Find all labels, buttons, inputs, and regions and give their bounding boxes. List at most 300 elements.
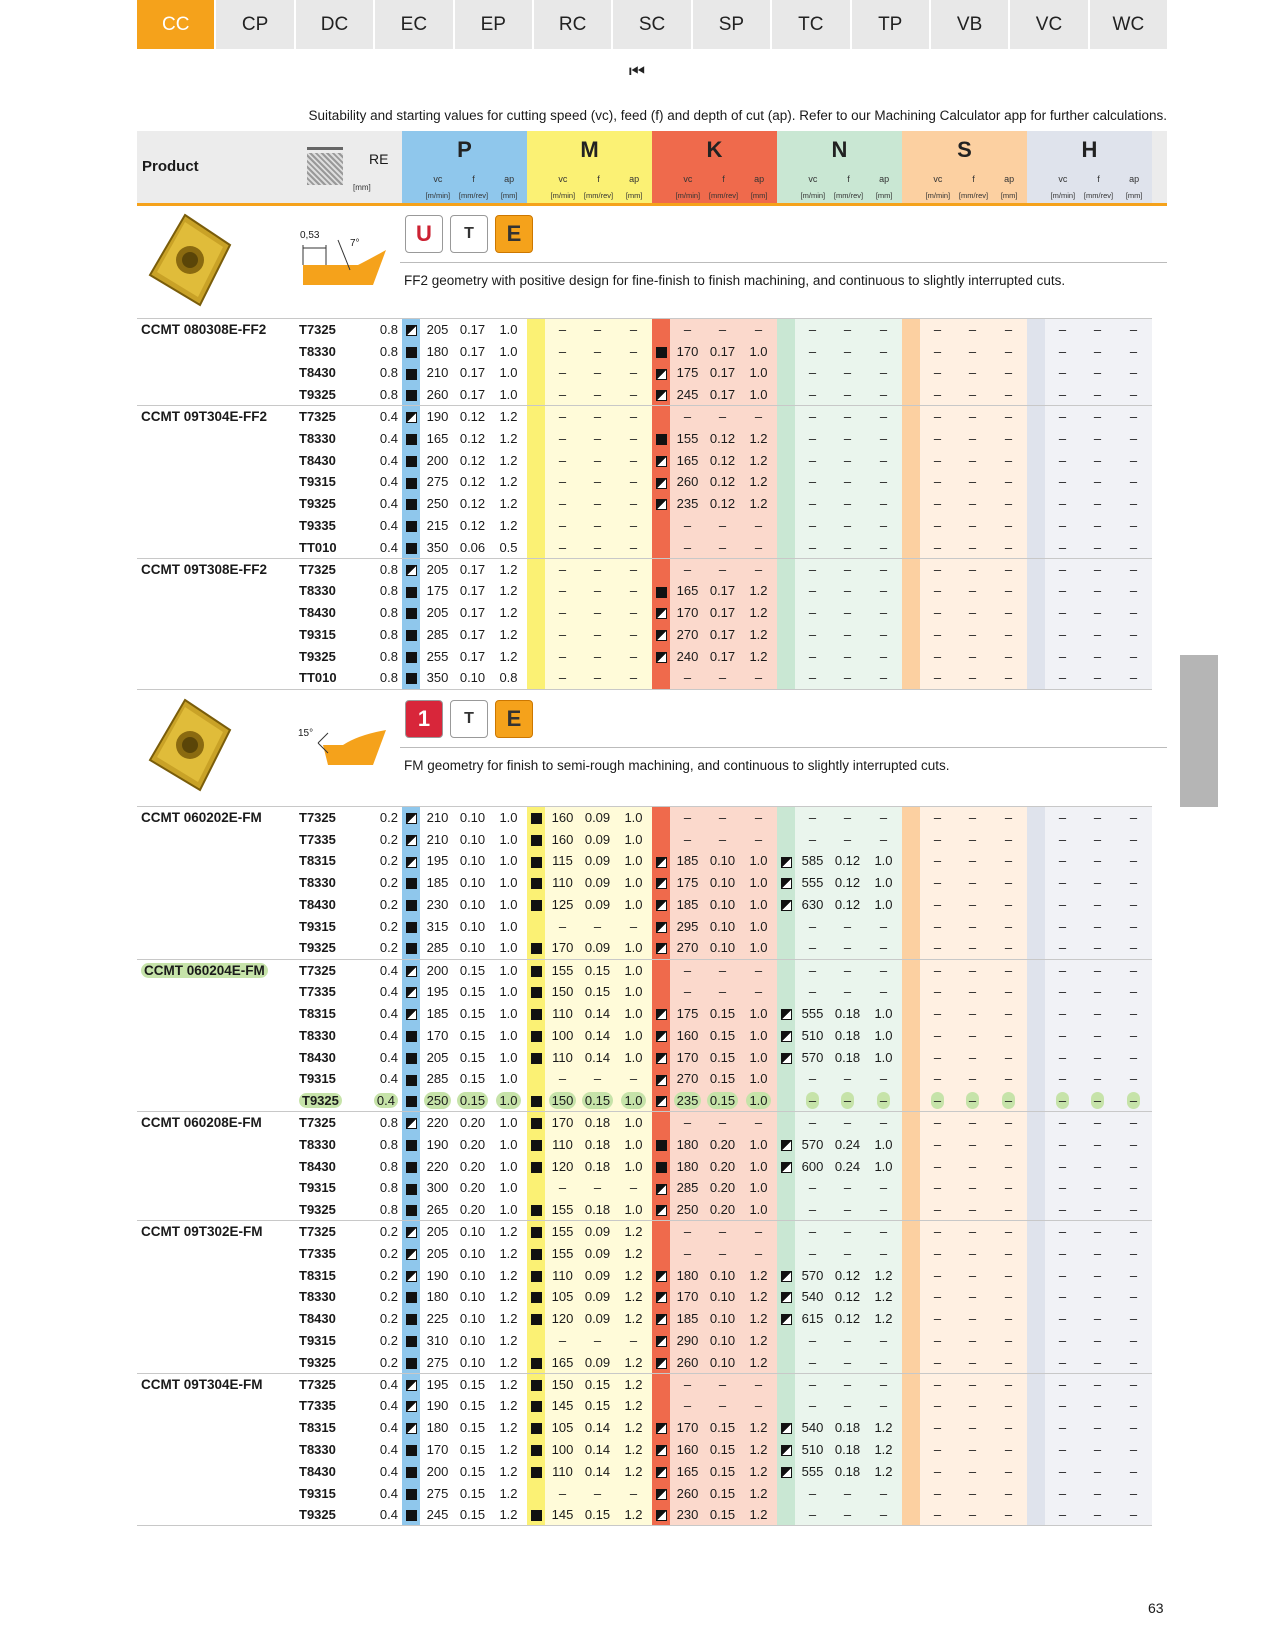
ap-value <box>490 894 527 916</box>
grade[interactable]: T7325 <box>297 807 362 829</box>
vc-value <box>545 807 580 829</box>
value-text: – <box>1093 474 1102 490</box>
grade[interactable]: T8330 <box>299 1027 336 1043</box>
vc-value <box>545 1460 580 1482</box>
re-value <box>362 807 402 829</box>
value-text: – <box>754 1376 763 1392</box>
f-value <box>705 602 740 624</box>
product-cell <box>137 1330 297 1352</box>
ap-value <box>865 406 902 428</box>
suitability-cell <box>1027 319 1045 341</box>
grade[interactable]: T7325 <box>297 959 362 981</box>
vc-value <box>920 1351 955 1373</box>
value-text: 0.15 <box>709 1507 736 1523</box>
grade[interactable]: T8330 <box>299 1289 336 1305</box>
ap-value <box>990 850 1027 872</box>
value-text: – <box>1093 1376 1102 1392</box>
value-text: – <box>558 1333 567 1349</box>
value-text: – <box>843 1507 852 1523</box>
ap-value <box>490 872 527 894</box>
tab-ec[interactable]: EC <box>375 0 452 49</box>
suitability-icon <box>656 1205 667 1216</box>
suitability-cell <box>777 645 795 667</box>
f-value <box>580 850 615 872</box>
value-text: – <box>718 831 727 847</box>
value-text: – <box>1093 984 1102 1000</box>
grade[interactable]: T8315 <box>299 1420 336 1436</box>
value-text: 585 <box>801 853 824 869</box>
value-text: 275 <box>426 1485 449 1501</box>
grade[interactable]: T9315 <box>299 627 336 643</box>
value-text: 1.2 <box>499 627 518 643</box>
ap-value <box>490 850 527 872</box>
f-value <box>705 850 740 872</box>
first-page-icon[interactable]: ⏮ <box>628 60 646 81</box>
product-cell <box>137 894 297 916</box>
ap-value <box>615 515 652 537</box>
tab-dc[interactable]: DC <box>296 0 373 49</box>
product-code[interactable]: CCMT 080308E-FF2 <box>141 322 267 338</box>
value-text: – <box>1129 1071 1138 1087</box>
f-value <box>1080 1417 1115 1439</box>
ap-value <box>740 1264 777 1286</box>
grade[interactable]: T8330 <box>299 343 336 359</box>
product-code[interactable]: CCMT 09T304E-FF2 <box>141 409 268 425</box>
value-text: 1.0 <box>749 343 768 359</box>
value-text: – <box>879 1376 888 1392</box>
value-text: 1.0 <box>749 365 768 381</box>
grade[interactable]: T9315 <box>299 918 336 934</box>
suitability-cell <box>402 536 420 558</box>
value-text: – <box>968 1136 977 1152</box>
f-value <box>705 1460 740 1482</box>
grade[interactable]: T8430 <box>299 897 336 913</box>
suitability-cell <box>652 1133 670 1155</box>
value-text: – <box>968 1049 977 1065</box>
value-text: – <box>968 875 977 891</box>
edition-icon: E <box>495 700 533 738</box>
group-header-s <box>902 131 1027 203</box>
value-text: 0.12 <box>459 452 486 468</box>
suitability-icon <box>531 1118 542 1129</box>
value-text: – <box>1004 670 1013 686</box>
grade[interactable]: T9335 <box>299 518 336 534</box>
ap-value <box>615 362 652 384</box>
grade[interactable]: T8330 <box>299 875 336 891</box>
grade[interactable]: T9325 <box>299 1354 336 1370</box>
value-text: 1.0 <box>624 1115 643 1131</box>
ap-value <box>865 384 902 406</box>
grade[interactable]: T9325 <box>299 940 336 956</box>
product-cell <box>137 449 297 471</box>
value-text: 1.0 <box>499 1201 518 1217</box>
tab-ep[interactable]: EP <box>455 0 532 49</box>
value-text: 0.10 <box>709 875 736 891</box>
f-value <box>455 1330 490 1352</box>
grade[interactable]: TT010 <box>299 539 337 555</box>
value-text: – <box>718 1224 727 1240</box>
value-text: 180 <box>676 1158 699 1174</box>
grade[interactable]: TT010 <box>299 670 337 686</box>
value-text: – <box>1093 1180 1102 1196</box>
ap-value <box>1115 850 1152 872</box>
suitability-cell <box>902 850 920 872</box>
grade[interactable]: T9325 <box>299 648 336 664</box>
value-text: – <box>879 648 888 664</box>
grade[interactable]: T8315 <box>299 1267 336 1283</box>
suitability-icon <box>656 369 667 380</box>
re-value <box>362 515 402 537</box>
ap-value <box>490 1460 527 1482</box>
value-text: – <box>754 670 763 686</box>
value-text: – <box>843 605 852 621</box>
suitability-icon <box>656 922 667 933</box>
tab-sc[interactable]: SC <box>613 0 690 49</box>
product-cell <box>137 1221 297 1243</box>
side-tab[interactable] <box>1180 655 1218 807</box>
suitability-icon <box>781 1162 792 1173</box>
suitability-cell <box>402 1112 420 1134</box>
suitability-cell <box>777 515 795 537</box>
vc-value <box>670 515 705 537</box>
value-text: – <box>1093 831 1102 847</box>
suitability-cell <box>1027 872 1045 894</box>
suitability-cell <box>902 1351 920 1373</box>
product-code[interactable]: CCMT 060202E-FM <box>141 810 262 826</box>
re-value <box>362 536 402 558</box>
table-row <box>137 602 1152 624</box>
f-value <box>455 807 490 829</box>
suitability-icon <box>406 1314 417 1325</box>
value-text: – <box>1129 1333 1138 1349</box>
value-text: – <box>558 452 567 468</box>
value-text: – <box>593 430 602 446</box>
grade[interactable]: T7335 <box>299 1398 336 1414</box>
value-text: – <box>968 940 977 956</box>
group-letter: P <box>457 137 472 162</box>
suitability-cell <box>902 624 920 646</box>
f-value <box>955 1417 990 1439</box>
f-value <box>830 536 865 558</box>
value-text: – <box>933 452 942 468</box>
vc-value <box>795 1264 830 1286</box>
suitability-icon <box>656 1336 667 1347</box>
f-value <box>955 319 990 341</box>
grade[interactable]: T7335 <box>299 831 336 847</box>
value-text: – <box>1004 962 1013 978</box>
ap-value <box>740 1133 777 1155</box>
value-text: – <box>1058 1115 1067 1131</box>
grade[interactable]: T7335 <box>299 1245 336 1261</box>
value-text: 0.15 <box>709 1027 736 1043</box>
product-code[interactable]: CCMT 09T302E-FM <box>141 1224 263 1240</box>
value-text: 1.2 <box>749 1289 768 1305</box>
grade[interactable]: T8430 <box>299 1311 336 1327</box>
suitability-cell <box>402 828 420 850</box>
grade[interactable]: T9315 <box>299 1485 336 1501</box>
re-text: 0.8 <box>379 627 398 643</box>
f-value <box>580 602 615 624</box>
vc-value <box>1045 1242 1080 1264</box>
ap-value <box>490 449 527 471</box>
grade[interactable]: T7325 <box>297 1373 362 1395</box>
f-value <box>580 1177 615 1199</box>
grade[interactable]: T9325 <box>299 1507 336 1523</box>
unit: [mm/rev] <box>708 191 739 200</box>
ap-value <box>740 319 777 341</box>
value-text: 220 <box>426 1158 449 1174</box>
value-text: 0.10 <box>459 1224 486 1240</box>
suitability-cell <box>777 1330 795 1352</box>
application-icon: T <box>450 215 488 253</box>
suitability-cell <box>902 1286 920 1308</box>
suitability-cell <box>527 1330 545 1352</box>
grade[interactable]: T8430 <box>299 452 336 468</box>
suitability-cell <box>1027 645 1045 667</box>
suitability-cell <box>527 850 545 872</box>
value-text: – <box>1093 1463 1102 1479</box>
grade[interactable]: T7325 <box>297 558 362 580</box>
value-text: – <box>968 1507 977 1523</box>
grade[interactable]: T8430 <box>299 1158 336 1174</box>
value-text: – <box>629 452 638 468</box>
f-value <box>705 362 740 384</box>
suitability-cell <box>402 915 420 937</box>
vc-value <box>920 1308 955 1330</box>
value-text: – <box>718 539 727 555</box>
grade[interactable]: T8430 <box>299 1049 336 1065</box>
vc-value <box>795 1090 830 1112</box>
re-text: 0.4 <box>379 962 398 978</box>
tab-vb[interactable]: VB <box>931 0 1008 49</box>
suitability-cell <box>777 1460 795 1482</box>
value-text: 1.0 <box>746 1092 770 1109</box>
grade[interactable]: T8430 <box>299 605 336 621</box>
ap-value <box>1115 384 1152 406</box>
unit: [m/min] <box>675 191 701 200</box>
vc-value <box>670 894 705 916</box>
unit: [mm] <box>875 191 893 200</box>
grade[interactable]: T7325 <box>297 406 362 428</box>
product-code[interactable]: CCMT 060204E-FM <box>141 963 268 978</box>
suitability-cell <box>902 894 920 916</box>
f-value <box>580 1460 615 1482</box>
grade[interactable]: T8315 <box>299 853 336 869</box>
tab-cp[interactable]: CP <box>216 0 293 49</box>
ap-value <box>490 1504 527 1526</box>
suitability-cell <box>1027 471 1045 493</box>
tab-cc[interactable]: CC <box>137 0 214 49</box>
f-value <box>455 1046 490 1068</box>
vc-value <box>1045 1439 1080 1461</box>
value-text: – <box>933 1158 942 1174</box>
value-text: 190 <box>426 1398 449 1414</box>
value-text: – <box>933 539 942 555</box>
ap-value <box>740 981 777 1003</box>
grade[interactable]: T7335 <box>299 984 336 1000</box>
product-code[interactable]: CCMT 09T308E-FF2 <box>141 561 268 577</box>
re-text: 0.4 <box>374 1093 398 1108</box>
vc-value <box>670 1482 705 1504</box>
grade[interactable]: T9325 <box>299 496 336 512</box>
value-text: – <box>968 1289 977 1305</box>
ap-value <box>740 515 777 537</box>
value-text: 0.20 <box>459 1136 486 1152</box>
f-value <box>705 624 740 646</box>
value-text: 1.2 <box>499 1354 518 1370</box>
value-text: – <box>1004 561 1013 577</box>
vc-value <box>545 558 580 580</box>
value-text: – <box>683 1376 692 1392</box>
f-value <box>1080 558 1115 580</box>
value-text: 1.0 <box>749 897 768 913</box>
tab-wc[interactable]: WC <box>1090 0 1167 49</box>
grade[interactable]: T9315 <box>299 1333 336 1349</box>
ap-value <box>490 319 527 341</box>
ap-value <box>740 1330 777 1352</box>
ap-value <box>865 1482 902 1504</box>
value-text: 1.0 <box>499 918 518 934</box>
product-cell <box>137 319 297 341</box>
product-code[interactable]: CCMT 060208E-FM <box>141 1115 262 1131</box>
vc-value <box>420 807 455 829</box>
vc-value <box>795 536 830 558</box>
sub-ap: ap <box>1004 174 1015 184</box>
grade[interactable]: T9315 <box>299 474 336 490</box>
vc-value <box>545 1504 580 1526</box>
value-text: – <box>754 409 763 425</box>
grade[interactable]: T7325 <box>297 1112 362 1134</box>
product-cell <box>137 1090 297 1112</box>
suitability-icon <box>656 1467 667 1478</box>
f-value <box>955 340 990 362</box>
ap-value <box>1115 1242 1152 1264</box>
value-text: 0.15 <box>582 1092 613 1109</box>
vc-value <box>1045 1068 1080 1090</box>
ap-value <box>865 319 902 341</box>
vc-value <box>545 1330 580 1352</box>
ap-value <box>615 1177 652 1199</box>
grade[interactable] <box>297 1090 362 1112</box>
vc-value <box>1045 558 1080 580</box>
vc-value <box>1045 1112 1080 1134</box>
suitability-cell <box>1027 1024 1045 1046</box>
grade[interactable]: T8430 <box>299 365 336 381</box>
value-text: 1.2 <box>499 1333 518 1349</box>
product-code[interactable]: CCMT 09T304E-FM <box>141 1376 263 1392</box>
vc-value <box>920 319 955 341</box>
ap-value <box>490 384 527 406</box>
f-value <box>830 667 865 689</box>
re-text: 0.8 <box>379 1115 398 1131</box>
value-text: – <box>843 561 852 577</box>
ap-value <box>615 1046 652 1068</box>
value-text: – <box>558 1485 567 1501</box>
grade[interactable]: T7325 <box>297 1221 362 1243</box>
tab-rc[interactable]: RC <box>534 0 611 49</box>
f-value <box>1080 1024 1115 1046</box>
value-text: – <box>593 387 602 403</box>
value-text: – <box>1093 1311 1102 1327</box>
value-text: – <box>933 918 942 934</box>
grade[interactable]: T8315 <box>299 1006 336 1022</box>
re-value <box>362 1090 402 1112</box>
grade[interactable]: T9325 <box>299 387 336 403</box>
value-text: – <box>1004 1224 1013 1240</box>
f-value <box>580 536 615 558</box>
value-text: – <box>933 1136 942 1152</box>
ap-value <box>865 1177 902 1199</box>
value-text: – <box>1004 1311 1013 1327</box>
grade[interactable]: T7325 <box>297 319 362 341</box>
value-text: 155 <box>551 962 574 978</box>
ap-value <box>1115 1133 1152 1155</box>
grade[interactable]: T8330 <box>299 430 336 446</box>
value-text: – <box>1058 670 1067 686</box>
value-text: 150 <box>551 1376 574 1392</box>
ap-value <box>615 894 652 916</box>
value-text: – <box>718 409 727 425</box>
value-text: 0.15 <box>584 984 611 1000</box>
grade[interactable]: T9325 <box>299 1201 336 1217</box>
grade[interactable]: T9315 <box>299 1071 336 1087</box>
value-text: – <box>843 1201 852 1217</box>
grade[interactable]: T9315 <box>299 1180 336 1196</box>
suitability-cell <box>402 894 420 916</box>
grade[interactable]: T8330 <box>299 1442 336 1457</box>
suitability-icon <box>531 1140 542 1151</box>
tab-sp[interactable]: SP <box>693 0 770 49</box>
suitability-icon <box>781 1314 792 1325</box>
f-value <box>705 1177 740 1199</box>
suitability-icon <box>531 1205 542 1216</box>
value-text: – <box>1093 1289 1102 1305</box>
value-text: – <box>1093 1049 1102 1065</box>
suitability-icon <box>406 1292 417 1303</box>
value-text: 1.2 <box>499 430 518 446</box>
suitability-cell <box>1027 362 1045 384</box>
product-cell <box>137 1504 297 1526</box>
ap-value <box>615 1460 652 1482</box>
vc-value <box>670 319 705 341</box>
table-row <box>137 1264 1152 1286</box>
value-text: 225 <box>426 1311 449 1327</box>
ap-value <box>740 406 777 428</box>
value-text: – <box>593 561 602 577</box>
grade[interactable]: T8330 <box>299 1136 336 1152</box>
re-text: 0.8 <box>379 387 398 403</box>
value-text: – <box>968 452 977 468</box>
unit: [mm] <box>1000 191 1018 200</box>
ap-value <box>990 1286 1027 1308</box>
grade[interactable]: T8330 <box>299 583 336 599</box>
tab-vc[interactable]: VC <box>1010 0 1087 49</box>
ap-value <box>865 937 902 959</box>
tab-tc[interactable]: TC <box>772 0 849 49</box>
f-value <box>1080 536 1115 558</box>
f-value <box>705 340 740 362</box>
value-text: – <box>1058 1442 1067 1457</box>
vc-value <box>545 1177 580 1199</box>
suitability-cell <box>652 807 670 829</box>
f-value <box>955 1351 990 1373</box>
ap-value <box>990 1439 1027 1461</box>
grade[interactable]: T8430 <box>299 1463 336 1479</box>
group-letter: H <box>1081 137 1098 162</box>
value-text: – <box>558 474 567 490</box>
value-text: – <box>1004 430 1013 446</box>
tab-tp[interactable]: TP <box>852 0 929 49</box>
